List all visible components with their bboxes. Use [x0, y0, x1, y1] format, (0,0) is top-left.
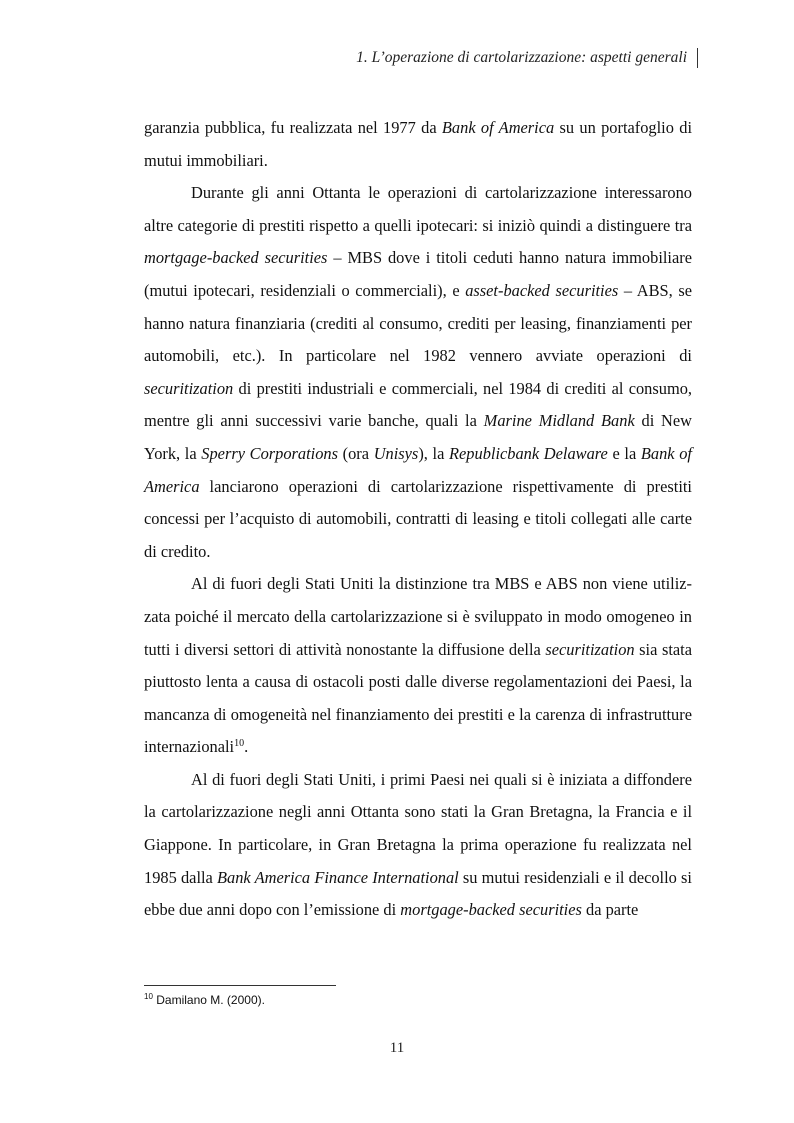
text-run: (ora: [337, 443, 374, 463]
italic-text: Marine Midland Bank: [483, 411, 635, 431]
body-text: [144, 112, 692, 927]
footnote-marker: 10: [144, 992, 153, 1001]
text-run: di prestiti industriali e commerciali, nel 1984 di crediti al consumo, mentre gli anni successivi varie banche, quali la: [144, 378, 692, 431]
italic-text: Republicbank Delaware: [449, 443, 608, 463]
italic-text: securitization: [144, 378, 234, 398]
paragraph: [144, 177, 692, 568]
text-run: Al di fuori degli Stati Uniti la distinzione tra MBS e ABS non viene utilizzata poiché il mercato della cartolarizzazione si è sviluppato in modo omogeneo in tutti i diversi settori di attività nonostante la diffusione della: [144, 574, 692, 659]
text-run: Al di fuori degli Stati Uniti, i primi Paesi nei quali si è iniziata a diffondere la cartolarizzazione negli anni Ottanta sono stati la Gran Bretagna, la Francia e il Giappone. In particolare, in Gran Bretagna la prima operazione fu realizzata nel 1985 dalla: [144, 769, 692, 887]
text-run: lanciarono operazioni di cartolarizzazione rispettivamente di prestiti concessi per l’acquisto di automobili, contratti di leasing e titoli collegati alle carte di credito.: [144, 476, 692, 561]
italic-text: Sperry Corporations: [201, 443, 338, 463]
italic-text: Bank of America: [144, 443, 692, 496]
text-run: da parte: [581, 900, 639, 920]
paragraph: [144, 112, 692, 177]
paragraph: [144, 568, 692, 764]
text-run: .: [244, 737, 249, 757]
text-run: sia stata piuttosto lenta a causa di ostacoli posti dalle diverse regolamentazioni dei Paesi, la mancanza di omogeneità nel finanziamento dei prestiti e la carenza di infrastrutture internazionali: [144, 639, 692, 757]
text-run: e la: [607, 443, 641, 463]
footnote-reference: 10: [234, 738, 245, 750]
text-run: – MBS dove i titoli ceduti hanno natura immobiliare (mutui ipotecari, residenziali o commerciali), e: [144, 248, 692, 300]
running-header: 1. L’operazione di cartolarizzazione: aspetti generali: [356, 48, 698, 68]
italic-text: Bank America Finance International: [217, 867, 459, 887]
text-run: su mutui residenziali e il decollo si ebbe due anni dopo con l’emissione di: [144, 867, 692, 920]
page-number: 11: [389, 1040, 405, 1056]
footnote-separator: [144, 985, 336, 986]
paragraph: [144, 764, 692, 927]
italic-text: mortgage-backed securities: [400, 900, 582, 920]
text-run: di New York, la: [144, 411, 693, 463]
text-run: su un portafoglio di mutui immobiliari.: [144, 118, 692, 170]
text-run: ), la: [418, 443, 450, 463]
italic-text: mortgage-backed securities: [144, 248, 328, 268]
footnote-text: Damilano M. (2000).: [152, 993, 265, 1007]
italic-text: asset-backed securities: [465, 280, 619, 300]
text-run: Durante gli anni Ottanta le operazioni di cartolarizzazione interessarono altre categorie di prestiti rispetto a quelli ipotecari: si iniziò quindi a distinguere tra: [144, 183, 692, 235]
italic-text: Bank of America: [441, 118, 555, 137]
footnote: [144, 993, 265, 1007]
text-run: garanzia pubblica, fu realizzata nel 1977 da: [144, 118, 442, 137]
text-run: – ABS, se hanno natura finanziaria (crediti al consumo, crediti per leasing, finanziamenti per automobili, etc.). In particolare nel 1982 vennero avviate operazioni di: [144, 280, 692, 366]
italic-text: Unisys: [373, 443, 419, 463]
italic-text: securitization: [545, 639, 635, 659]
